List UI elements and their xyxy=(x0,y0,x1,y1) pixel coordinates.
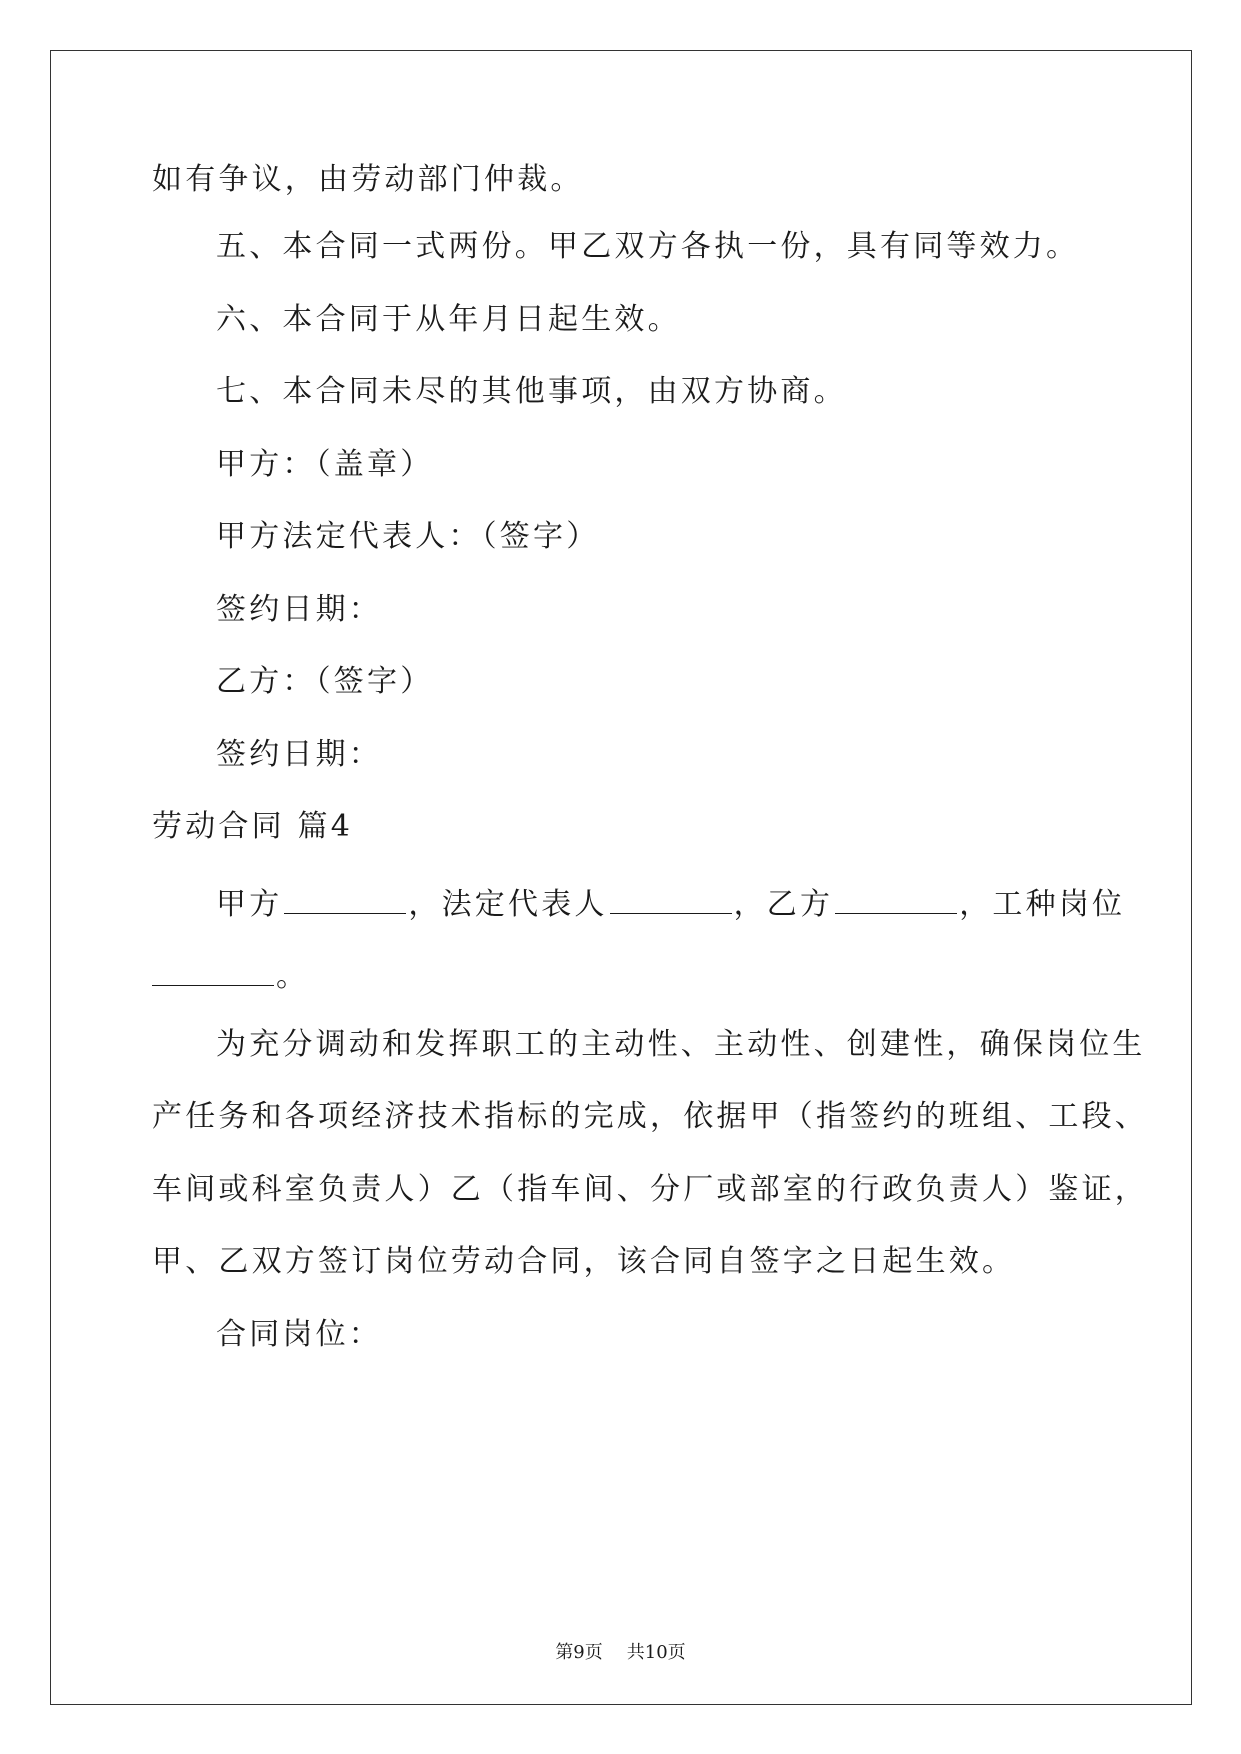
signing-date-a: 签约日期： xyxy=(216,592,382,627)
clause-six: 六、本合同于从年月日起生效。 xyxy=(216,302,681,337)
page-border xyxy=(50,50,1192,1705)
purpose-line-3: 车间或科室负责人）乙（指车间、分厂或部室的行政负责人）鉴证， xyxy=(152,1172,1148,1207)
party-a-blank xyxy=(284,885,406,914)
paragraph-dispute: 如有争议，由劳动部门仲裁。 xyxy=(152,162,584,197)
party-b-signature: 乙方：（签字） xyxy=(216,664,434,699)
representative-label: ，法定代表人 xyxy=(408,887,608,922)
party-a-representative: 甲方法定代表人：（签字） xyxy=(216,519,600,554)
page-footer xyxy=(0,1643,1241,1663)
party-b-label: ，乙方 xyxy=(733,887,834,922)
contract-position-label: 合同岗位： xyxy=(216,1317,382,1352)
purpose-line-2: 产任务和各项经济技术指标的完成，依据甲（指签约的班组、工段、 xyxy=(152,1099,1148,1134)
party-a-label: 甲方 xyxy=(216,887,283,922)
clause-seven: 七、本合同未尽的其他事项，由双方协商。 xyxy=(216,374,847,409)
page-number: 第9页 xyxy=(555,1642,603,1663)
section-heading: 劳动合同 篇4 xyxy=(152,809,354,844)
party-a-seal: 甲方：（盖章） xyxy=(216,447,434,482)
purpose-line-4: 甲、乙双方签订岗位劳动合同，该合同自签字之日起生效。 xyxy=(152,1244,1016,1279)
job-position-line xyxy=(152,957,309,992)
parties-line xyxy=(216,885,1125,920)
purpose-line-1: 为充分调动和发挥职工的主动性、主动性、创建性，确保岗位生 xyxy=(216,1027,1146,1062)
period-mark: 。 xyxy=(276,959,310,994)
page-total: 共10页 xyxy=(626,1642,686,1663)
party-b-blank xyxy=(835,885,957,914)
signing-date-b: 签约日期： xyxy=(216,737,382,772)
representative-blank xyxy=(610,885,732,914)
clause-five: 五、本合同一式两份。甲乙双方各执一份，具有同等效力。 xyxy=(216,229,1080,264)
job-position-label: ，工种岗位 xyxy=(959,887,1126,922)
job-position-blank xyxy=(152,957,274,986)
